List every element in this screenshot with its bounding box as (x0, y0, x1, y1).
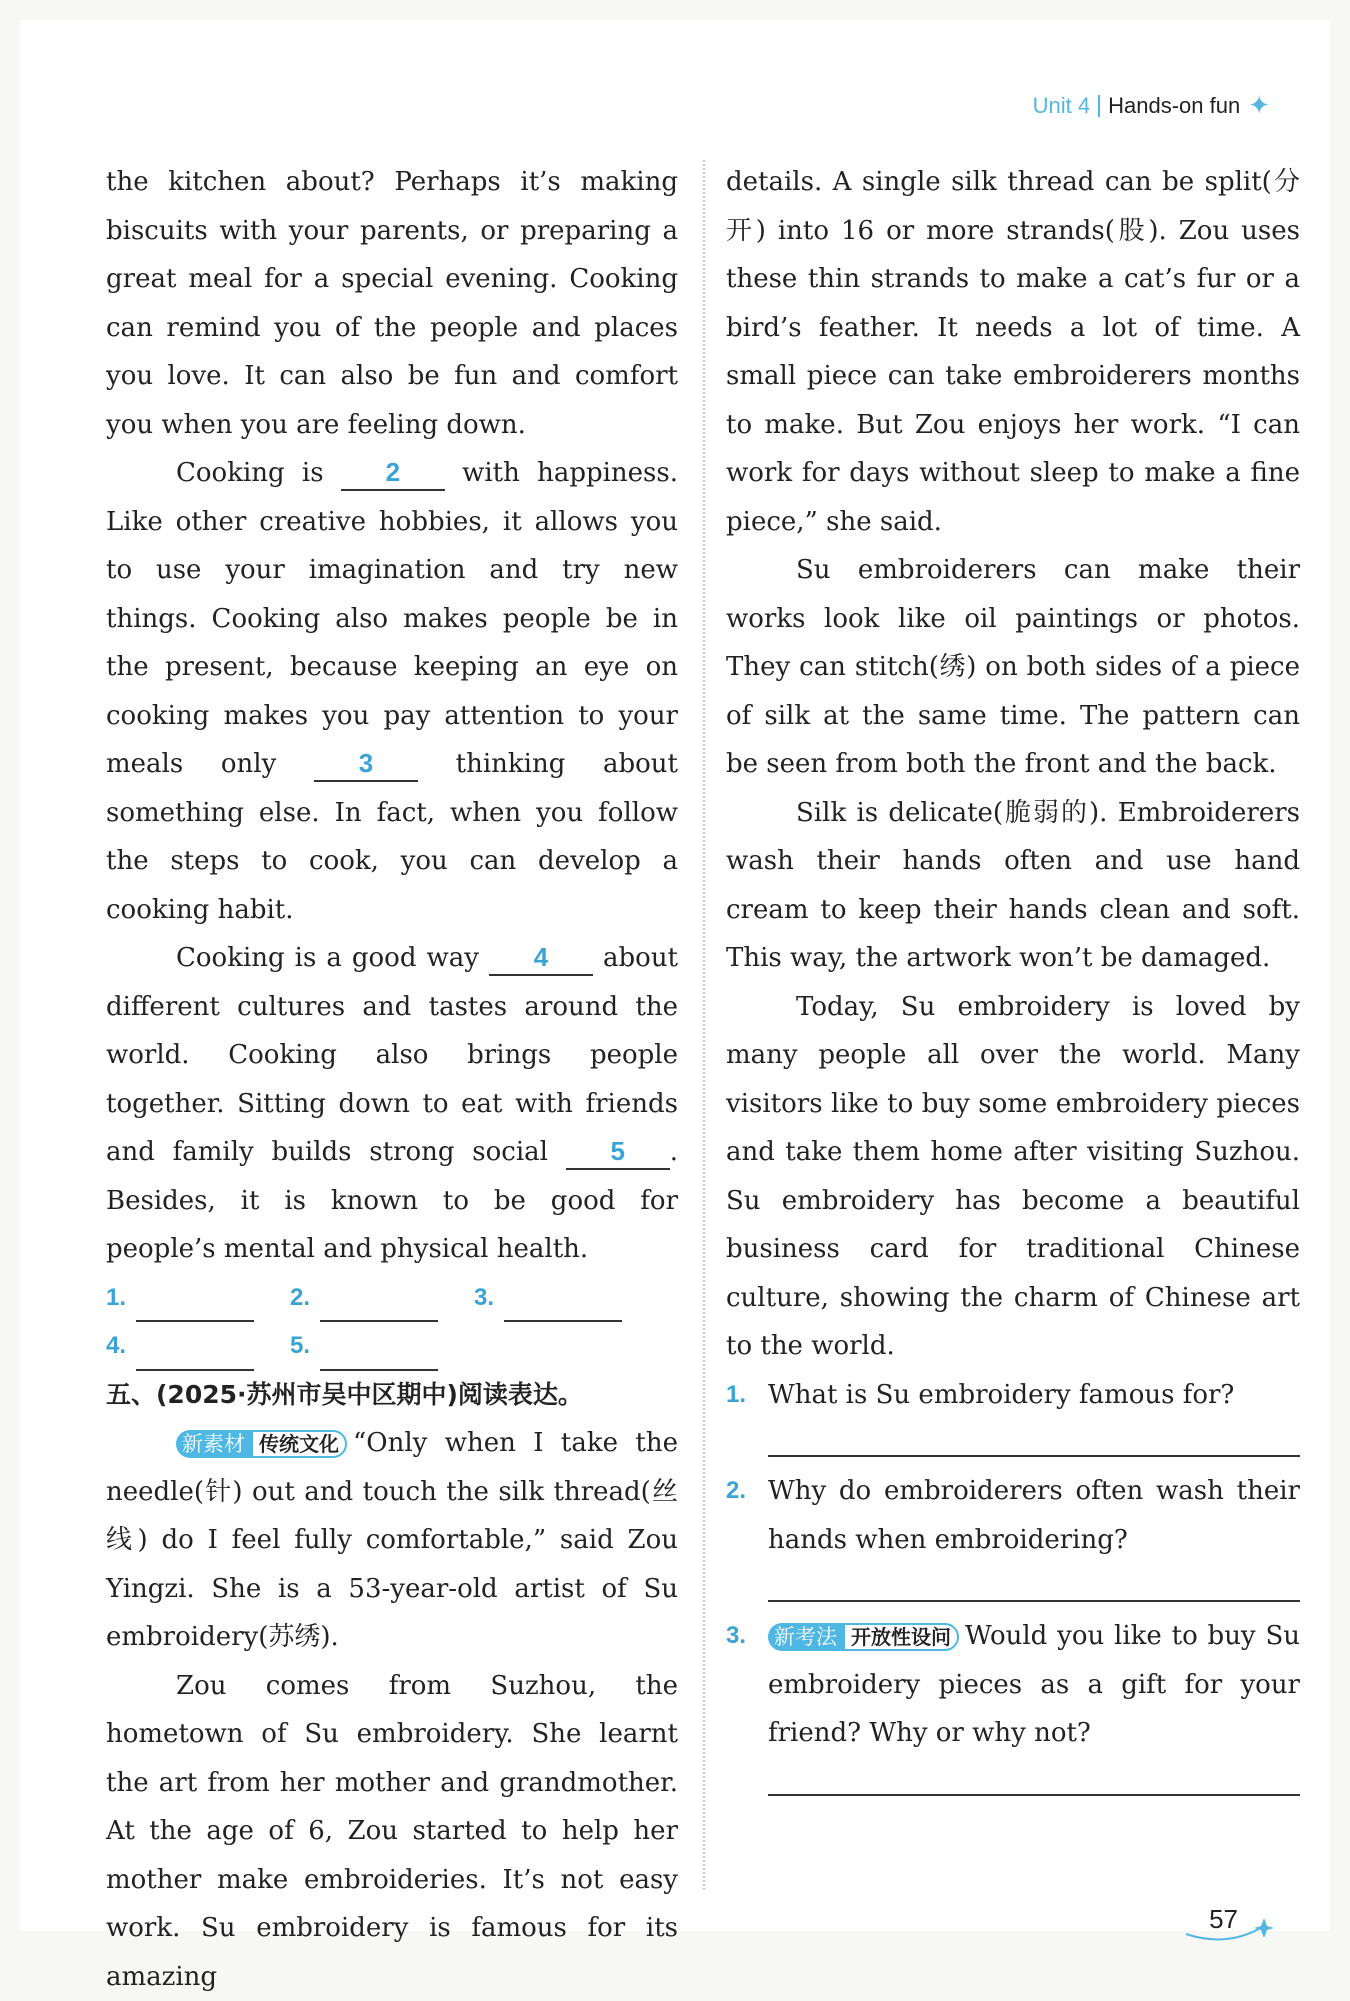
answer-line (320, 1343, 438, 1371)
passage-paragraph-1: the kitchen about? Perhaps it’s making biscuits with your parents, or preparing a great meal for a special evening. Cooking can remind you of the people and places you love. It can also be fun and comfort you when you are feeling down. (106, 158, 678, 449)
answer-slot-5[interactable] (290, 1322, 438, 1371)
question-number: 3. (726, 1612, 768, 1758)
reading-paragraph-4: Silk is delicate(脆弱的). Embroiderers wash their hands often and use hand cream to keep their hands clean and soft. This way, the artwork won’t be damaged. (726, 789, 1300, 983)
text-segment: Cooking is a good way (176, 943, 479, 973)
reading-paragraph-1 (106, 1419, 678, 1662)
open-question-tag: 开放性设问 (843, 1623, 959, 1651)
answer-line (504, 1294, 622, 1322)
unit-label: Unit 4 (1033, 93, 1090, 119)
reading-paragraph-3: Su embroiderers can make their works look like oil paintings or photos. They can stitch(绣) on both sides of a piece of silk at the same time. The pattern can be seen from both the front and the back. (726, 546, 1300, 789)
blank-3[interactable]: 3 (314, 746, 418, 782)
header-separator (1098, 95, 1100, 117)
unit-title: Hands-on fun (1108, 93, 1240, 119)
text-segment: with happiness. Like other creative hobbies, it allows you to use your imagination and try new things. Cooking also makes people be in the present, because keeping an eye on cooking makes you pay attention to your meals only (106, 458, 678, 779)
question-3 (726, 1612, 1300, 1758)
text-segment: Would you like to buy Su embroidery pieces as a gift for your friend? Why or why not? (768, 1621, 1300, 1748)
right-column (726, 158, 1300, 1796)
answer-line-1[interactable] (768, 1419, 1300, 1457)
text-segment: . Besides, it is known to be good for people’s mental and physical health. (106, 1137, 678, 1264)
topic-tag: 传统文化 (251, 1430, 347, 1458)
answer-slot-1[interactable] (106, 1274, 254, 1323)
answer-line (136, 1343, 254, 1371)
blank-5[interactable]: 5 (566, 1134, 670, 1170)
page-number: 57 (1209, 1904, 1238, 1935)
answer-line-3[interactable] (768, 1758, 1300, 1796)
text-segment: about different cultures and tastes around the world. Cooking also brings people together. Sitting down to eat with friends and family builds strong social (106, 943, 678, 1167)
question-1 (726, 1371, 1300, 1420)
reading-paragraph-2: Zou comes from Suzhou, the hometown of Su embroidery. She learnt the art from her mother and grandmother. At the age of 6, Zou started to help her mother make embroideries. It’s not easy work. Su embroidery is famous for its amazing (106, 1662, 678, 2001)
question-number: 2. (726, 1467, 768, 1564)
page-header (1033, 90, 1270, 121)
answer-number: 1. (106, 1274, 126, 1323)
answer-line-2[interactable] (768, 1564, 1300, 1602)
question-number: 1. (726, 1371, 768, 1420)
question-text (768, 1612, 1300, 1758)
answer-slot-2[interactable] (290, 1274, 438, 1323)
question-2 (726, 1467, 1300, 1564)
question-text: What is Su embroidery famous for? (768, 1371, 1300, 1420)
question-text: Why do embroiderers often wash their hands when embroidering? (768, 1467, 1300, 1564)
answer-number: 2. (290, 1274, 310, 1323)
passage-paragraph-3 (106, 934, 678, 1274)
answer-slot-4[interactable] (106, 1322, 254, 1371)
text-segment: thinking about something else. In fact, when you follow the steps to cook, you can develop a cooking habit. (106, 749, 678, 925)
reading-paragraph-2-continued: details. A single silk thread can be split(分开) into 16 or more strands(股). Zou uses these thin strands to make a cat’s fur or a bird’s feather. It needs a lot of time. A small piece can take embroiderers months to make. But Zou enjoys her work. “I can work for days without sleep to make a fine piece,” she said. (726, 158, 1300, 546)
answer-number: 4. (106, 1322, 126, 1371)
reading-paragraph-5: Today, Su embroidery is loved by many people all over the world. Many visitors like to buy some embroidery pieces and take them home after visiting Suzhou. Su embroidery has become a beautiful business card for traditional Chinese culture, showing the charm of Chinese art to the world. (726, 983, 1300, 1371)
blank-4[interactable]: 4 (489, 940, 593, 976)
new-material-tag: 新素材 (176, 1430, 251, 1458)
text-segment: “Only when I take the needle(针) out and touch the silk thread(丝线) do I feel fully comfortable,” said Zou Yingzi. She is a 53-year-old artist of Su embroidery(苏绣). (106, 1428, 678, 1652)
answer-number: 3. (474, 1274, 494, 1323)
sparkle-icon: ✦ (1248, 90, 1270, 121)
section-title: 五、(2025·苏州市吴中区期中)阅读表达。 (106, 1371, 678, 1420)
page (20, 20, 1330, 1931)
answer-row-1 (106, 1274, 678, 1323)
blank-2[interactable]: 2 (341, 455, 445, 491)
answer-line (320, 1294, 438, 1322)
new-method-tag: 新考法 (768, 1623, 843, 1651)
answer-line (136, 1294, 254, 1322)
answer-row-2 (106, 1322, 678, 1371)
column-divider (703, 160, 705, 1890)
answer-number: 5. (290, 1322, 310, 1371)
answer-slot-3[interactable] (474, 1274, 622, 1323)
text-segment: Cooking is (176, 458, 324, 488)
passage-paragraph-2 (106, 449, 678, 934)
left-column (106, 158, 678, 2001)
